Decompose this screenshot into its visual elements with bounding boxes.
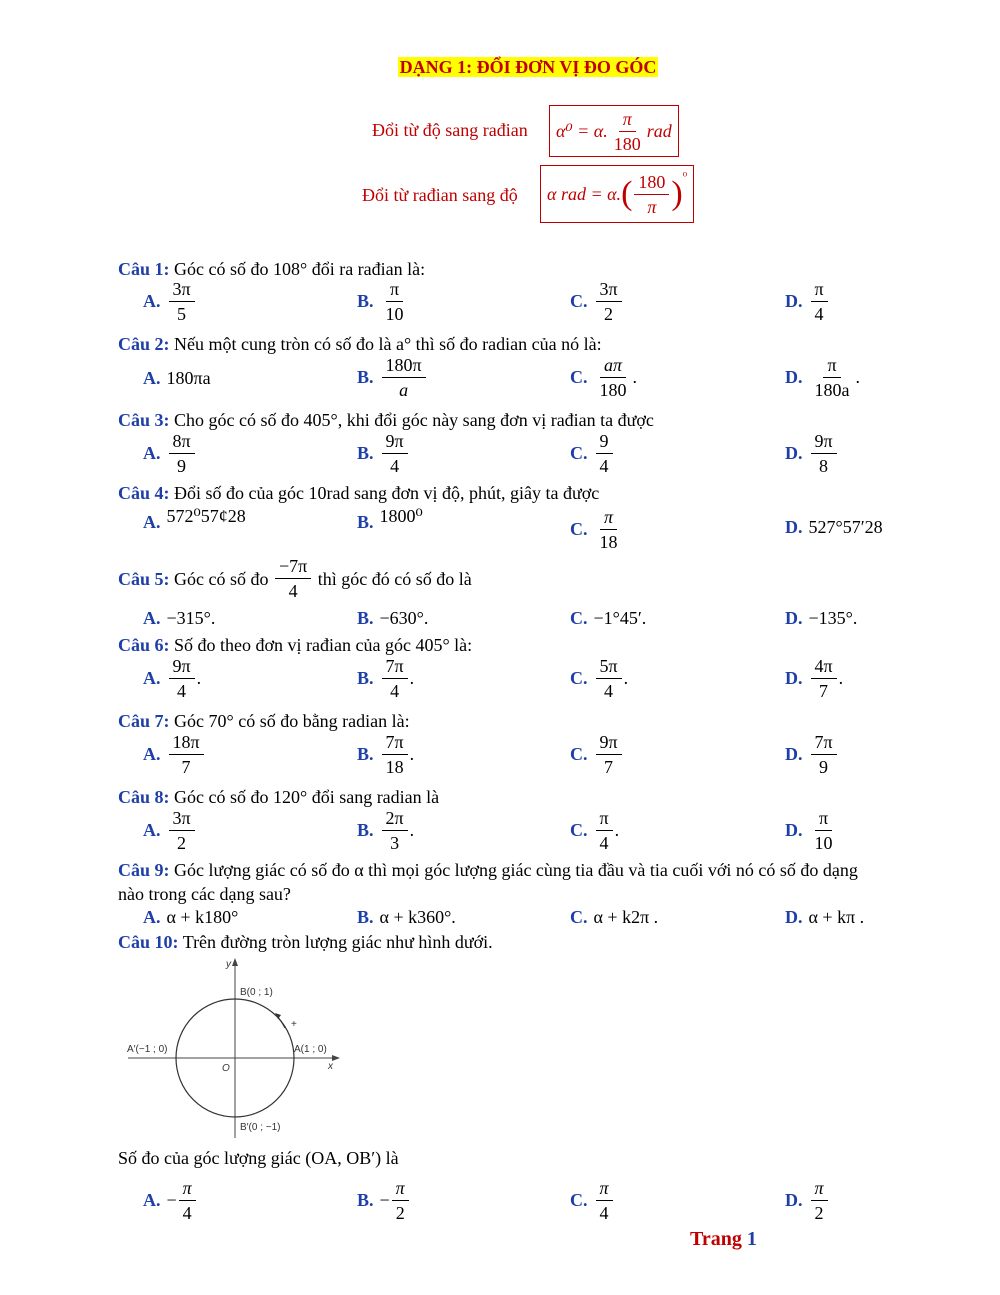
formula-den: 180: [613, 133, 641, 154]
option-label: B.: [357, 291, 374, 311]
question-number: Câu 1:: [118, 259, 170, 279]
option-label: B.: [357, 907, 374, 927]
question-number: Câu 5:: [118, 568, 170, 589]
option-label: C.: [570, 367, 588, 387]
point-a-prime-label: A′(−1 ; 0): [127, 1044, 168, 1055]
option-label: D.: [785, 443, 803, 463]
frac-den: 9: [177, 456, 187, 476]
question-text: Đổi số đo của góc 10rad sang đơn vị độ, phút, giây ta được: [174, 483, 600, 503]
frac-num: −7π: [275, 556, 311, 579]
paren-open: (: [621, 175, 633, 212]
frac-den: 4: [604, 681, 614, 701]
question-text: Góc có số đo: [174, 568, 269, 589]
option-7c[interactable]: [570, 732, 624, 777]
frac-den: 4: [599, 456, 609, 476]
option-label: C.: [570, 744, 588, 764]
y-axis-arrow: [232, 958, 238, 966]
option-8a[interactable]: [143, 808, 197, 853]
frac-den: 10: [814, 833, 833, 853]
option-5a[interactable]: [143, 608, 215, 629]
option-dot: .: [838, 668, 844, 688]
frac-num: 3π: [169, 279, 195, 302]
option-dot: .: [623, 668, 629, 688]
option-10d[interactable]: [785, 1178, 830, 1223]
formula-label-deg-to-rad: Đổi từ độ sang rađian: [372, 120, 528, 140]
question-text: Nếu một cung tròn có số đo là a° thì số đo radian của nó là:: [174, 334, 602, 354]
plus-sign: +: [291, 1019, 297, 1030]
option-10a[interactable]: [143, 1178, 198, 1223]
option-dot: .: [855, 367, 860, 387]
option-8d[interactable]: [785, 808, 839, 853]
formula-label-rad-to-deg: Đổi từ rađian sang độ: [362, 185, 518, 205]
option-label: D.: [785, 820, 803, 840]
frac-num: π: [600, 507, 617, 530]
frac-den: 10: [385, 304, 404, 324]
frac-den: 4: [182, 1203, 192, 1223]
option-1c[interactable]: [570, 279, 624, 324]
frac-num: 7π: [382, 732, 408, 755]
option-text: 180πa: [166, 368, 211, 388]
option-4a[interactable]: [143, 506, 246, 533]
frac-num: 3π: [169, 808, 195, 831]
page-footer: [690, 1228, 757, 1251]
option-label: D.: [785, 907, 803, 927]
option-label: C.: [570, 291, 588, 311]
option-3b[interactable]: [357, 431, 410, 476]
option-7b[interactable]: [357, 732, 414, 777]
frac-num: 2π: [382, 808, 408, 831]
frac-den: 2: [395, 1203, 405, 1223]
frac-num: 7π: [382, 656, 408, 679]
option-5c[interactable]: [570, 608, 646, 629]
frac-den: 9: [819, 757, 829, 777]
frac-num: 9: [596, 431, 613, 454]
frac-den: 4: [599, 833, 609, 853]
frac-den: 2: [604, 304, 614, 324]
option-label: C.: [570, 820, 588, 840]
question-number: Câu 8:: [118, 787, 170, 807]
option-text: −315°.: [166, 608, 216, 628]
option-3c[interactable]: [570, 431, 615, 476]
frac-den: 2: [814, 1203, 824, 1223]
option-label: A.: [143, 907, 161, 927]
option-label: A.: [143, 608, 161, 628]
formula-num: π: [619, 109, 636, 132]
option-label: D.: [785, 744, 803, 764]
option-9b[interactable]: [357, 907, 456, 928]
question-2: [118, 333, 602, 355]
option-10c[interactable]: [570, 1178, 615, 1223]
frac-num: 9π: [811, 431, 837, 454]
question-number: Câu 4:: [118, 483, 170, 503]
frac-den: 180: [599, 380, 627, 400]
frac-num: π: [811, 1178, 828, 1201]
option-text: 572⁰57¢28: [166, 506, 246, 526]
option-label: A.: [143, 443, 161, 463]
option-label: D.: [785, 367, 803, 387]
frac-den: 18: [599, 532, 618, 552]
frac-num: 18π: [169, 732, 204, 755]
frac-den: a: [399, 380, 409, 400]
question-text: Góc lượng giác có số đo α thì mọi góc lượng giác cùng tia đầu và tia cuối với nó có số đo dạng: [174, 860, 858, 880]
option-dot: .: [632, 367, 637, 387]
origin-label: O: [222, 1063, 230, 1074]
frac-num: 4π: [811, 656, 837, 679]
question-10: [118, 931, 493, 953]
question-text: Góc 70° có số đo bằng radian là:: [174, 711, 410, 731]
option-9a[interactable]: [143, 907, 238, 928]
option-text: α + k2π .: [593, 907, 659, 927]
frac-num: π: [596, 1178, 613, 1201]
frac-num: 180π: [382, 355, 426, 378]
option-label: C.: [570, 907, 588, 927]
question-4: [118, 482, 599, 504]
frac-num: π: [392, 1178, 409, 1201]
option-7d[interactable]: [785, 732, 839, 777]
formula-num: 180: [634, 172, 669, 195]
frac-den: 4: [599, 1203, 609, 1223]
frac-den: 7: [604, 757, 614, 777]
option-10b[interactable]: [357, 1178, 411, 1223]
question-text: Trên đường tròn lượng giác như hình dưới.: [182, 932, 493, 952]
option-label: D.: [785, 517, 803, 537]
option-3a[interactable]: [143, 431, 197, 476]
formula-lhs: α rad = α.: [547, 183, 622, 204]
frac-den: 4: [390, 456, 400, 476]
frac-den: 3: [390, 833, 400, 853]
frac-den: 2: [177, 833, 187, 853]
option-2d[interactable]: [785, 355, 860, 400]
option-4d[interactable]: [785, 517, 883, 538]
option-label: B.: [357, 443, 374, 463]
option-text: −135°.: [808, 608, 858, 628]
frac-num: π: [179, 1178, 196, 1201]
question-1: [118, 258, 425, 280]
option-8c[interactable]: [570, 808, 619, 853]
point-b-prime-label: B′(0 ; −1): [240, 1122, 281, 1133]
unit-circle-figure: [118, 955, 348, 1140]
question-8: [118, 786, 439, 808]
question-number: Câu 3:: [118, 410, 170, 430]
option-label: A.: [143, 744, 161, 764]
frac-num: 7π: [811, 732, 837, 755]
option-text: α + kπ .: [808, 907, 865, 927]
formula-box-deg-to-rad: [549, 105, 679, 157]
frac-den: 4: [814, 304, 824, 324]
option-label: D.: [785, 1190, 803, 1210]
option-text: −630°.: [379, 608, 429, 628]
option-label: D.: [785, 668, 803, 688]
option-label: A.: [143, 668, 161, 688]
frac-num: 9π: [596, 732, 622, 755]
option-label: C.: [570, 608, 588, 628]
question-text: Góc có số đo 108° đổi ra rađian là:: [174, 259, 426, 279]
frac-den: 4: [177, 681, 187, 701]
frac-num: π: [815, 808, 832, 831]
option-6c[interactable]: [570, 656, 628, 701]
frac-den: 7: [819, 681, 829, 701]
frac-num: π: [823, 355, 840, 378]
option-label: D.: [785, 291, 803, 311]
option-2a[interactable]: [143, 368, 211, 389]
frac-num: π: [596, 808, 613, 831]
option-label: A.: [143, 1190, 161, 1210]
x-axis-label: x: [328, 1061, 333, 1072]
option-label: C.: [570, 519, 588, 539]
frac-den: 7: [181, 757, 191, 777]
frac-den: 8: [819, 456, 829, 476]
option-1d[interactable]: [785, 279, 830, 324]
y-axis-label: y: [226, 959, 231, 970]
paren-close: ): [671, 175, 683, 212]
footer-word: Trang: [690, 1228, 742, 1250]
option-label: A.: [143, 368, 161, 388]
option-6a[interactable]: [143, 656, 201, 701]
question-number: Câu 9:: [118, 860, 170, 880]
frac-num: 9π: [169, 656, 195, 679]
option-label: B.: [357, 367, 374, 387]
option-label: B.: [357, 512, 374, 532]
option-6d[interactable]: [785, 656, 843, 701]
formula-den: π: [647, 196, 657, 217]
frac-num: aπ: [600, 355, 626, 378]
option-label: A.: [143, 291, 161, 311]
question-9-line2: nào trong các dạng sau?: [118, 884, 291, 904]
question-6: [118, 634, 472, 656]
question-10-line2: Số đo của góc lượng giác (OA, OB′) là: [118, 1148, 399, 1168]
x-axis-arrow: [332, 1055, 340, 1061]
option-5b[interactable]: [357, 608, 428, 629]
option-label: C.: [570, 668, 588, 688]
frac-den: 4: [288, 581, 298, 601]
option-dot: .: [409, 668, 415, 688]
option-label: C.: [570, 443, 588, 463]
frac-num: 5π: [596, 656, 622, 679]
option-5d[interactable]: [785, 608, 857, 629]
option-dot: .: [196, 668, 202, 688]
question-3: [118, 409, 654, 431]
option-4c[interactable]: [570, 507, 624, 552]
question-text: Góc có số đo 120° đổi sang radian là: [174, 787, 440, 807]
option-dot: .: [409, 744, 415, 764]
frac-num: π: [811, 279, 828, 302]
frac-den: 4: [390, 681, 400, 701]
option-text: 527°57′28: [808, 517, 883, 537]
option-sign: −: [379, 1190, 390, 1210]
formula-tail: rad: [646, 120, 672, 141]
question-number: Câu 6:: [118, 635, 170, 655]
frac-den: 5: [177, 304, 187, 324]
option-label: C.: [570, 1190, 588, 1210]
frac-num: 3π: [596, 279, 622, 302]
question-5: [118, 556, 472, 601]
option-4b[interactable]: [357, 506, 423, 533]
option-9d[interactable]: [785, 907, 864, 928]
frac-num: 8π: [169, 431, 195, 454]
point-a-label: A(1 ; 0): [294, 1044, 327, 1055]
point-b-label: B(0 ; 1): [240, 987, 273, 998]
option-3d[interactable]: [785, 431, 839, 476]
question-7: [118, 710, 410, 732]
page-title: DẠNG 1: ĐỔI ĐƠN VỊ ĐO GÓC: [399, 57, 657, 77]
option-label: A.: [143, 820, 161, 840]
option-7a[interactable]: [143, 732, 206, 777]
option-1b[interactable]: [357, 279, 410, 324]
option-8b[interactable]: [357, 808, 414, 853]
question-9: [118, 859, 948, 881]
frac-num: π: [386, 279, 403, 302]
option-6b[interactable]: [357, 656, 414, 701]
option-label: D.: [785, 608, 803, 628]
question-text: Cho góc có số đo 405°, khi đổi góc này sang đơn vị rađian ta được: [174, 410, 654, 430]
option-label: B.: [357, 608, 374, 628]
question-text: thì góc đó có số đo là: [317, 568, 472, 589]
option-label: B.: [357, 744, 374, 764]
option-dot: .: [409, 820, 415, 840]
option-dot: .: [614, 820, 620, 840]
option-label: B.: [357, 1190, 374, 1210]
option-label: A.: [143, 512, 161, 532]
option-1a[interactable]: [143, 279, 197, 324]
question-number: Câu 7:: [118, 711, 170, 731]
frac-num: 9π: [382, 431, 408, 454]
question-text: Số đo theo đơn vị rađian của góc 405° là:: [174, 635, 473, 655]
option-sign: −: [166, 1190, 177, 1210]
question-number: Câu 2:: [118, 334, 170, 354]
question-number: Câu 10:: [118, 932, 179, 952]
page-number: 1: [746, 1228, 757, 1250]
option-9c[interactable]: [570, 907, 658, 928]
frac-den: 18: [385, 757, 404, 777]
option-text: α + k180°: [166, 907, 239, 927]
option-label: B.: [357, 668, 374, 688]
option-label: B.: [357, 820, 374, 840]
formula-lhs: α⁰ = α.: [556, 120, 608, 141]
frac-den: 180a: [814, 380, 850, 400]
option-2c[interactable]: [570, 355, 637, 400]
formula-box-rad-to-deg: [540, 165, 694, 223]
option-text: α + k360°.: [379, 907, 456, 927]
formula-tail: ⁰: [682, 171, 688, 183]
option-text: 1800⁰: [379, 506, 423, 526]
option-text: −1°45′.: [593, 608, 647, 628]
option-2b[interactable]: [357, 355, 428, 400]
